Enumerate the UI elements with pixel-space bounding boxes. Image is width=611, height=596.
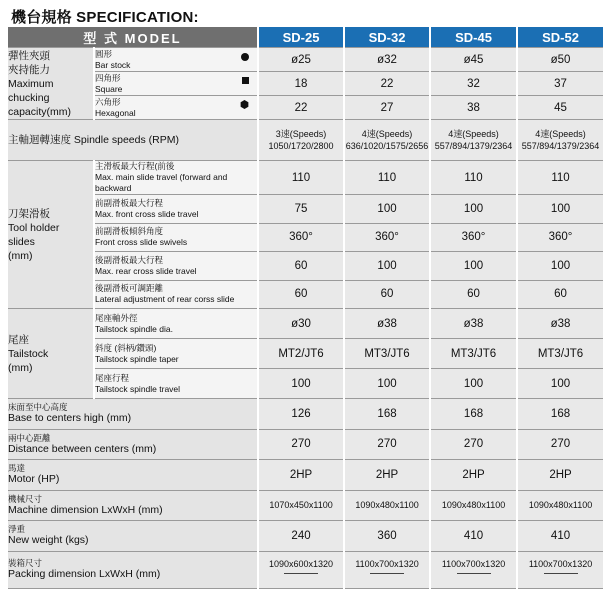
dash-line [370,573,404,574]
row-label [8,490,258,521]
row-label-zh: 馬達 [8,463,26,474]
spec-value: 270 [430,429,517,460]
table-row [8,161,604,195]
row-label-en: Front cross slide swivels [95,237,188,248]
spec-value: 100 [517,369,604,399]
spec-value: 75 [258,195,344,224]
row-label-zh: 前副滑板最大行程 [95,197,164,208]
spec-value: MT3/JT6 [344,339,430,369]
square-icon [242,77,249,84]
model-column-header: SD-25 [258,27,344,48]
row-label [94,48,258,72]
row-label-zh: 後副滑板最大行程 [95,254,164,265]
table-row [8,72,604,96]
row-label-zh: 裝箱尺寸 [8,558,43,568]
row-label [94,280,258,309]
spindle-rpm-list: 1050/1720/2800 [268,141,334,151]
spindle-value [517,120,604,161]
chucking-label-zh: 彈性夾頭 夾持能力 [8,49,50,76]
row-label [94,369,258,399]
spec-value: ø38 [517,309,604,339]
spec-value: ø25 [258,48,344,72]
table-row [8,195,604,224]
row-label [8,399,258,430]
spec-value: 1100x700x1320 [517,551,604,588]
dash-line [544,573,578,574]
spec-value: 110 [344,161,430,195]
spec-value: 27 [344,96,430,120]
spec-value: MT2/JT6 [258,339,344,369]
spec-value: 360° [517,223,604,252]
row-label-en: Tailstock spindle travel [95,383,181,394]
row-label [94,96,258,120]
spindle-speeds: 4速(Speeds) [448,129,499,139]
spec-value: 100 [430,252,517,281]
spec-value: 168 [517,399,604,430]
spec-value: 1100x700x1320 [344,551,430,588]
spec-value: 32 [430,72,517,96]
spec-value: MT3/JT6 [517,339,604,369]
spec-value: ø30 [258,309,344,339]
spindle-speeds: 3速(Speeds) [275,129,327,139]
spec-value: 410 [430,521,517,552]
tailstock-label-en: Tailstock (mm) [8,347,49,374]
row-label-en: Bar stock [95,59,131,70]
spindle-speeds: 4速(Speeds) [535,129,586,139]
toolholder-label [8,161,94,309]
row-label-en: Tailstock spindle taper [95,353,179,364]
spec-value: 360° [258,223,344,252]
spec-value: ø50 [517,48,604,72]
row-label-en: Max. front cross slide travel [95,208,199,219]
row-label-zh: 六角形 [95,96,121,107]
spec-value: 360 [344,521,430,552]
row-label [8,429,258,460]
spec-value: 2HP [344,460,430,491]
spec-value: 168 [344,399,430,430]
toolholder-label-en: Tool holder slides (mm) [8,221,60,262]
spec-value: 100 [258,369,344,399]
spec-value: 100 [344,252,430,281]
row-label [94,252,258,281]
model-column-header: SD-32 [344,27,430,48]
row-label-en: Square [95,83,123,94]
spec-value: 126 [258,399,344,430]
spec-value: 2HP [430,460,517,491]
row-label-zh: 尾座軸外徑 [95,312,138,323]
row-label-en: Hexagonal [95,107,136,118]
spec-value: 110 [258,161,344,195]
row-label [94,161,258,195]
row-label-zh: 後副滑板可調距離 [95,283,164,294]
row-label [94,195,258,224]
table-row [8,369,604,399]
table-row [8,96,604,120]
spec-value: 22 [258,96,344,120]
spec-value: 100 [517,195,604,224]
row-label-zh: 尾座行程 [95,372,130,383]
row-label-en: Max. main slide travel (forward and backward [95,172,228,193]
row-label-zh: 兩中心距離 [8,432,51,443]
spec-value: 100 [517,252,604,281]
spec-value: 1090x600x1320 [258,551,344,588]
table-row [8,223,604,252]
page-title: 機台規格 SPECIFICATION: [11,9,199,26]
spec-value: ø45 [430,48,517,72]
spec-value: 1090x480x1100 [517,490,604,521]
row-label-en: Motor (HP) [8,473,60,486]
spec-value: 168 [430,399,517,430]
row-label-en: Tailstock spindle dia. [95,323,173,334]
spindle-value [430,120,517,161]
spec-value: 100 [344,369,430,399]
header-row [8,27,604,48]
table-row [8,490,604,521]
model-header: 型 式 MODEL [8,27,258,48]
spec-value: 2HP [517,460,604,491]
row-label [8,551,258,588]
spec-table [8,27,605,589]
spec-value: 45 [517,96,604,120]
circle-icon [241,53,249,61]
spec-value: 1090x480x1100 [344,490,430,521]
row-label-en: New weight (kgs) [8,534,89,547]
spec-value: 60 [344,280,430,309]
spec-value: 270 [517,429,604,460]
spec-value: 1100x700x1320 [430,551,517,588]
row-label [94,72,258,96]
spec-value: 240 [258,521,344,552]
row-label [94,223,258,252]
spindle-rpm-list: 557/894/1379/2364 [434,141,513,151]
row-label-zh: 前副滑板傾斜角度 [95,226,164,237]
spec-value: 100 [430,195,517,224]
model-column-header: SD-52 [517,27,604,48]
table-row [8,429,604,460]
row-label-zh: 床面至中心高度 [8,402,68,413]
spec-value: ø38 [344,309,430,339]
row-label [8,521,258,552]
spec-value: 110 [430,161,517,195]
table-row [8,551,604,588]
table-row [8,399,604,430]
tailstock-label-zh: 尾座 [8,333,29,346]
spec-value: 38 [430,96,517,120]
row-label [94,339,258,369]
model-column-header: SD-45 [430,27,517,48]
spec-value: 100 [344,195,430,224]
spec-value: ø38 [430,309,517,339]
spec-value: 60 [258,280,344,309]
spec-value: 2HP [258,460,344,491]
spec-value: 60 [517,280,604,309]
table-row [8,460,604,491]
table-row [8,339,604,369]
table-row [8,309,604,339]
hexagon-icon [240,100,249,109]
spec-value: 410 [517,521,604,552]
row-label-zh: 四角形 [95,72,121,83]
spec-value: 100 [430,369,517,399]
chucking-label-en: Maximum chucking capacity(mm) [8,77,72,118]
table-row [8,252,604,281]
tailstock-label [8,309,94,399]
spindle-value [344,120,430,161]
chucking-label [8,48,94,120]
spec-value: ø32 [344,48,430,72]
toolholder-label-zh: 刀架滑板 [8,207,50,220]
row-label-zh: 斜度 (斜柄/鑽頭) [95,342,157,353]
spec-value: 1090x480x1100 [430,490,517,521]
table-row [8,521,604,552]
spindle-speeds: 4速(Speeds) [361,129,413,139]
spec-value: 270 [344,429,430,460]
row-label-en: Max. rear cross slide travel [95,265,197,276]
row-label [8,460,258,491]
spec-value: 37 [517,72,604,96]
spec-value: MT3/JT6 [430,339,517,369]
spindle-label: 主軸迴轉速度 Spindle speeds (RPM) [8,120,258,161]
spec-value: 60 [258,252,344,281]
row-label-en: Machine dimension LxWxH (mm) [8,503,163,516]
spec-value: 18 [258,72,344,96]
spindle-rpm-list: 557/894/1379/2364 [521,141,600,151]
row-label [94,309,258,339]
spec-value: 60 [430,280,517,309]
spec-value: 22 [344,72,430,96]
row-label-zh: 機械尺寸 [8,493,43,504]
row-label-en: Packing dimension LxWxH (mm) [8,568,161,580]
dash-line [284,573,318,574]
row-label-en: Distance between centers (mm) [8,442,157,455]
spec-value: 1070x450x1100 [258,490,344,521]
table-row [8,280,604,309]
spec-value: 110 [517,161,604,195]
row-label-zh: 主滑板最大行程(前後 [95,161,175,171]
spec-value: 270 [258,429,344,460]
row-label-en: Lateral adjustment of rear corss slide [95,294,235,305]
spindle-rpm-list: 636/1020/1575/2656 [345,141,429,151]
spindle-value [258,120,344,161]
spec-value: 360° [430,223,517,252]
dash-line [457,573,491,574]
row-label-en: Base to centers high (mm) [8,412,132,425]
row-label-zh: 圓形 [95,48,113,59]
spec-value: 360° [344,223,430,252]
table-row [8,48,604,72]
row-label-zh: 淨重 [8,524,26,535]
table-row [8,120,604,161]
